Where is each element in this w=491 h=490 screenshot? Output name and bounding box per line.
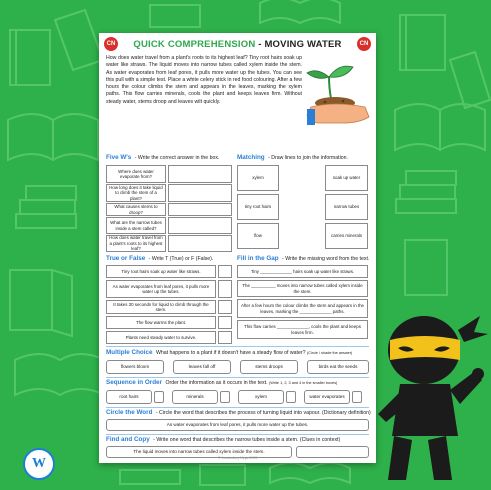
circle-word-note: (Dictionary definition) bbox=[321, 410, 371, 416]
section-divider bbox=[106, 434, 369, 435]
title-sub: - MOVING WATER bbox=[255, 39, 342, 50]
gap-sentence-3[interactable]: After a few hours the colour climbs the stem and appears in the leaves, marking the _____________ paths. bbox=[237, 299, 368, 318]
find-copy-instruction: - Write one word that describes the narrow tubes inside a stem. bbox=[151, 437, 299, 443]
matching-title: Matching bbox=[237, 154, 265, 161]
circle-word-instruction: - Circle the word that describes the process of turning liquid into vapour. bbox=[154, 410, 321, 416]
tf-answer-4[interactable] bbox=[218, 316, 232, 329]
section-divider bbox=[106, 377, 369, 378]
match-left-3[interactable]: flow bbox=[237, 223, 279, 249]
gap-sentence-1[interactable]: Tiny _____________ hairs soak up water like straws. bbox=[237, 265, 368, 278]
sequence-title: Sequence in Order bbox=[106, 379, 162, 386]
true-false-instruction: - Write T (True) or F (False). bbox=[147, 256, 214, 262]
five-ws-instruction: - Write the correct answer in the box. bbox=[133, 155, 220, 161]
tf-statement-5: Plants need steady water to survive. bbox=[106, 331, 216, 344]
cn-badge-right: CN bbox=[357, 37, 371, 51]
reading-passage: How does water travel from a plant's roots to its highest leaf? Tiny root hairs soak up water like straws. The liquid moves into narrow tubes called xylem inside the stem. As water evaporates from leaf pores, it pulls more water up the tubes. You can see this pull with a simple test. Place a white celery stick in red food colouring. After a few hours the colour climbs the stem and appears in the leaves, marking the xylem paths. This flow carries minerals, cools the plant and keeps leaves firm. Without steady water, stems droop and leaves wilt quickly. bbox=[106, 55, 302, 105]
sequence-number-box-2[interactable] bbox=[220, 391, 230, 403]
worksheet bbox=[99, 33, 376, 463]
gap-sentence-2[interactable]: The __________ moves into narrow tubes called xylem inside the stem. bbox=[237, 280, 368, 297]
choice-option-2[interactable]: leaves fall off bbox=[173, 360, 231, 374]
sequence-number-box-1[interactable] bbox=[154, 391, 164, 403]
section-divider bbox=[106, 346, 369, 347]
matching-instruction: - Draw lines to join the information. bbox=[266, 155, 348, 161]
multiple-choice-heading bbox=[106, 349, 352, 356]
sequence-number-box-4[interactable] bbox=[352, 391, 362, 403]
choice-option-4[interactable]: birds eat the seeds bbox=[307, 360, 369, 374]
sequence-item-4: water evaporates bbox=[304, 390, 350, 404]
match-right-1[interactable]: soak up water bbox=[325, 165, 368, 191]
five-ws-answer-5[interactable] bbox=[168, 235, 232, 252]
five-ws-question-4: What are the narrow tubes inside a stem called? bbox=[106, 217, 166, 234]
tf-statement-1: Tiny root hairs soak up water like straws. bbox=[106, 265, 216, 278]
sequence-item-2: minerals bbox=[172, 390, 218, 404]
matching-heading bbox=[237, 154, 348, 161]
section-divider bbox=[106, 407, 369, 408]
find-copy-sentence: The liquid moves into narrow tubes called xylem inside the stem. bbox=[106, 446, 292, 458]
multiple-choice-title: Multiple Choice bbox=[106, 349, 153, 356]
sequence-note: (Write 1, 2, 3 and 4 in the smaller boxes) bbox=[268, 381, 338, 385]
true-false-heading bbox=[106, 255, 213, 262]
tf-answer-2[interactable] bbox=[218, 280, 232, 298]
five-ws-question-1: Where does water evaporate from? bbox=[106, 165, 166, 183]
fill-gap-heading bbox=[237, 255, 369, 262]
copyright-footer: © Vocabulary Ninja 2023 bbox=[217, 456, 258, 460]
title-main: QUICK COMPREHENSION bbox=[133, 39, 256, 50]
match-left-2[interactable]: tiny root hairs bbox=[237, 194, 279, 220]
sequence-number-box-3[interactable] bbox=[286, 391, 296, 403]
match-left-1[interactable]: xylem bbox=[237, 165, 279, 191]
tf-answer-3[interactable] bbox=[218, 300, 232, 314]
five-ws-title: Five W's bbox=[106, 154, 132, 161]
ninja-mascot bbox=[364, 300, 489, 485]
tf-answer-5[interactable] bbox=[218, 331, 232, 344]
five-ws-question-5: How does water travel from a plant's roots to its highest leaf? bbox=[106, 235, 166, 252]
true-false-title: True or False bbox=[106, 255, 146, 262]
tf-statement-3: It takes 30 seconds for liquid to climb through the stem. bbox=[106, 300, 216, 314]
five-ws-question-2: How long does it take liquid to climb the stem of a plant? bbox=[106, 184, 166, 202]
sequence-heading bbox=[106, 379, 337, 386]
fill-gap-instruction: - Write the missing word from the text. bbox=[280, 256, 370, 262]
five-ws-answer-3[interactable] bbox=[168, 203, 232, 216]
find-copy-title: Find and Copy bbox=[106, 436, 150, 443]
circle-word-heading bbox=[106, 409, 371, 416]
five-ws-answer-1[interactable] bbox=[168, 165, 232, 183]
multiple-choice-question: What happens to a plant if it doesn't have a steady flow of water? bbox=[155, 350, 306, 356]
tf-answer-1[interactable] bbox=[218, 265, 232, 278]
sequence-item-3: xylem bbox=[238, 390, 284, 404]
match-right-2[interactable]: narrow tubes bbox=[325, 194, 368, 220]
tf-statement-4: The flow warms the plant. bbox=[106, 316, 216, 329]
circle-word-title: Circle the Word bbox=[106, 409, 153, 416]
choice-option-3[interactable]: stems droops bbox=[240, 360, 298, 374]
five-ws-heading bbox=[106, 154, 219, 161]
circle-word-sentence[interactable]: As water evaporates from leaf pores, it pulls more water up the tubes. bbox=[106, 419, 369, 431]
five-ws-answer-4[interactable] bbox=[168, 217, 232, 234]
find-copy-note: (Clues in context) bbox=[299, 437, 341, 443]
five-ws-answer-2[interactable] bbox=[168, 184, 232, 202]
choice-option-1[interactable]: flowers bloom bbox=[106, 360, 164, 374]
sequence-instruction: Order the information as it occurs in the text. bbox=[165, 380, 268, 386]
tf-statement-2: As water evaporates from leaf pores, it pulls more water up the tubes. bbox=[106, 280, 216, 298]
match-right-3[interactable]: carries minerals bbox=[325, 223, 368, 249]
gap-sentence-4[interactable]: This flow carries _____________, cools the plant and keeps leaves firm. bbox=[237, 320, 368, 339]
cn-badge-left: CN bbox=[104, 37, 118, 51]
fill-gap-title: Fill in the Gap bbox=[237, 255, 279, 262]
sequence-item-1: root hairs bbox=[106, 390, 152, 404]
seedling-hand-illustration bbox=[303, 59, 371, 129]
multiple-choice-note: (Circle / shade the answer) bbox=[306, 351, 353, 355]
vocabulary-ninja-logo: W bbox=[23, 448, 55, 480]
find-copy-heading bbox=[106, 436, 340, 443]
page-title bbox=[99, 39, 376, 50]
five-ws-question-3: What causes stems to droop? bbox=[106, 203, 166, 216]
